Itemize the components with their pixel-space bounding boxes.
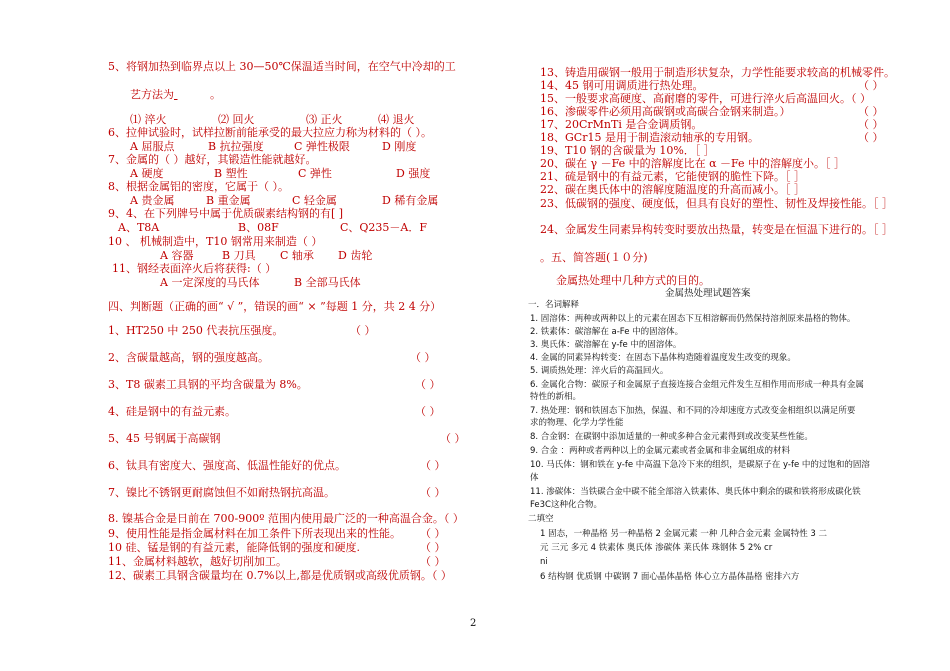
judge-7: 7、镍比不锈钢更耐腐蚀但不如耐热钢抗高温。 bbox=[108, 486, 335, 499]
judge-4-bracket: （ ） bbox=[415, 405, 441, 418]
judge-5: 5、45 号钢属于高碳钢 bbox=[108, 432, 221, 445]
judge-18-bracket: （ ） bbox=[858, 131, 884, 144]
definition-6: 6. 金属化合物：碳原子和金属原子直接连接合金组元件发生互相作用而形成一种具有金属 bbox=[530, 380, 864, 390]
question-10: 10 、 机械制造中，T10 钢常用来制造（ ） bbox=[108, 235, 323, 248]
judge-6: 6、钛具有密度大、强度高、低温性能好的优点。 bbox=[108, 459, 346, 472]
fill-answer-line-1: 1 固态，一种晶格 另一种晶格 2 金属元素 一种 几种合金元素 金属特性 3 二 bbox=[540, 529, 828, 539]
fill-answer-line-4: 6 结构钢 优质钢 中碳钢 7 面心晶体晶格 体心立方晶体晶格 密排六方 bbox=[540, 572, 800, 582]
judge-9: 9、使用性能是指金属材料在加工条件下所表现出来的性能。 bbox=[108, 527, 401, 540]
definition-10: 10. 马氏体：钢和铁在 y-fe 中高温下急冷下来的组织，是碳原子在 y-fe 中的过饱和的固溶 bbox=[530, 460, 870, 470]
question-7: 7、金属的（ ）越好，其锻造性能就越好。 bbox=[108, 153, 317, 166]
definition-11-cont: Fe3C这种化合物。 bbox=[530, 500, 602, 510]
judge-18: 18、GCr15 是用于制造滚动轴承的专用钢。 bbox=[540, 131, 759, 144]
judge-19: 19、T10 钢的含碳量为 10%．［ ］ bbox=[540, 144, 715, 157]
judge-14: 14、45 钢可用调质进行热处理。 bbox=[540, 79, 704, 92]
definition-1: 1. 固溶体：两种或两种以上的元素在固态下互相溶解而仍然保持溶剂原来晶格的物体。 bbox=[530, 314, 856, 324]
definition-4: 4. 金属的同素异构转变：在固态下晶体构造随着温度发生改变的现象。 bbox=[530, 353, 796, 363]
judge-16-bracket: （ ） bbox=[858, 105, 884, 118]
judge-14-bracket: （ ） bbox=[858, 79, 884, 92]
question-8-options: A 贵金属 B 重金属 C 轻金属 D 稀有金属 bbox=[130, 194, 439, 207]
judge-22: 22、碳在奥氏体中的溶解度随温度的升高而减小。［ ］ bbox=[540, 183, 805, 196]
answers-part2-title: 二填空 bbox=[528, 514, 554, 524]
definition-9: 9. 合金 ：两种或者两种以上的金属元素或者金属和非金属组成的材料 bbox=[530, 446, 791, 456]
judge-24: 24、金属发生同素异构转变时要放出热量，转变是在恒温下进行的。［ ］ bbox=[540, 223, 893, 236]
definition-11: 11. 渗碳体：当铁碳合金中碳不能全部溶入铁素体、奥氏体中剩余的碳和铁将形成碳化铁 bbox=[530, 487, 861, 497]
judge-1-bracket: （ ） bbox=[350, 324, 376, 337]
definition-3: 3. 奥氏体：碳溶解在 y-fe 中的固溶体。 bbox=[530, 340, 682, 350]
judge-10-bracket: （ ） bbox=[420, 541, 446, 554]
judge-21: 21、硫是钢中的有益元素，它能使钢的脆性下降。［ ］ bbox=[540, 170, 805, 183]
judge-13: 13、铸造用碳钢一般用于制造形状复杂，力学性能要求较高的机械零件。 bbox=[540, 66, 895, 79]
section-5-question: 金属热处理中几种方式的目的。 bbox=[556, 274, 710, 287]
fill-answer-line-2: 元 三元 多元 4 铁素体 奥氏体 渗碳体 莱氏体 珠钢体 5 2% cr bbox=[540, 543, 773, 553]
fill-answer-line-3: ni bbox=[540, 557, 548, 567]
answers-title: 金属热处理试题答案 bbox=[665, 288, 751, 299]
judge-9-bracket: （ ） bbox=[420, 527, 446, 540]
judge-8: 8. 镍基合金是日前在 700-900º 范围内使用最广泛的一种高温合金。（ ） bbox=[108, 512, 464, 525]
question-10-options: A 容器 B 刀具 C 轴承 D 齿轮 bbox=[160, 249, 373, 262]
page-number: 2 bbox=[470, 618, 477, 629]
judge-3-bracket: （ ） bbox=[415, 378, 441, 391]
question-7-options: A 硬度 B 塑性 C 弹性 D 强度 bbox=[130, 167, 431, 180]
question-8: 8、根据金属铝的密度，它属于（ ）。 bbox=[108, 180, 289, 193]
definition-7: 7. 热处理：钢和铁固态下加热，保温、和不同的冷却速度方式改变金相组织以满足所要 bbox=[530, 406, 856, 416]
question-9-options: A、T8A B、08F C、Q235－A．F bbox=[118, 221, 428, 234]
definition-8: 8. 合金钢：在碳钢中添加适量的一种或多种合金元素得到或改变某些性能。 bbox=[530, 432, 813, 442]
judge-6-bracket: （ ） bbox=[420, 459, 446, 472]
section-5-title: 。五、简答题(１０分) bbox=[540, 251, 648, 264]
definition-10-cont: 体 bbox=[530, 473, 539, 483]
judge-23: 23、低碳钢的强度、硬度低，但具有良好的塑性、韧性及焊接性能。［ ］ bbox=[540, 197, 893, 210]
question-9: 9、4、在下列牌号中属于优质碳素结构钢的有[ ] bbox=[108, 207, 344, 220]
judge-2: 2、含碳量越高，钢的强度越高。 bbox=[108, 351, 269, 364]
question-5: 5、将钢加热到临界点以上 30—50℃保温适当时间，在空气中冷却的工 bbox=[108, 60, 456, 73]
judge-20: 20、碳在 γ －Fe 中的溶解度比在 α －Fe 中的溶解度小。［ ］ bbox=[540, 157, 846, 170]
judge-16: 16、渗碳零件必须用高碳钢或高碳合金钢来制造。） bbox=[540, 105, 791, 118]
definition-6-cont: 特性的新相。 bbox=[530, 392, 582, 402]
judge-7-bracket: （ ） bbox=[420, 486, 446, 499]
judge-4: 4、硅是钢中的有益元素。 bbox=[108, 405, 236, 418]
question-5-options: ⑴ 淬火 ⑵ 回火 ⑶ 正火 ⑷ 退火 bbox=[130, 113, 415, 126]
question-6-options: A 屈服点 B 抗拉强度 C 弹性极限 D 刚度 bbox=[130, 140, 417, 153]
answers-part1-title: 一．名词解释 bbox=[528, 300, 580, 310]
question-6: 6、拉伸试验时，试样拉断前能承受的最大拉应力称为材料的（ ）。 bbox=[108, 126, 432, 139]
question-5-cont: 艺方法为 。 bbox=[130, 88, 221, 101]
judge-10: 10 硅、锰是钢的有益元素，能降低钢的强度和硬度. bbox=[108, 541, 360, 554]
judge-17-bracket: （ ） bbox=[858, 118, 884, 131]
judge-15: 15、一般要求高硬度、高耐磨的零件，可进行淬火后高温回火。（ ） bbox=[540, 92, 871, 105]
judge-11-bracket: （ ） bbox=[420, 555, 446, 568]
judge-1: 1、HT250 中 250 代表抗压强度。 bbox=[108, 324, 284, 337]
definition-7-cont: 求的物理、化学力学性能 bbox=[530, 418, 624, 428]
judge-5-bracket: （ ） bbox=[440, 432, 466, 445]
definition-5: 5. 调质热处理：淬火后的高温回火。 bbox=[530, 366, 669, 376]
definition-2: 2. 铁素体：碳溶解在 a-Fe 中的固溶体。 bbox=[530, 327, 684, 337]
question-11: 11、钢经表面淬火后将获得:（ ） bbox=[112, 262, 277, 275]
judge-2-bracket: （ ） bbox=[410, 351, 436, 364]
judge-11: 11、金属材料越软，越好切削加工。 bbox=[108, 555, 287, 568]
section-4-title: 四、判断题（正确的画“ √ ”，错误的画“ × ”每题 1 分，共 2 4 分） bbox=[108, 300, 442, 313]
judge-12: 12、碳素工具钢含碳量均在 0.7%以上,都是优质钢或高级优质钢。（ ） bbox=[108, 569, 452, 582]
judge-17: 17、20CrMnTi 是合金调质钢。 bbox=[540, 118, 703, 131]
judge-3: 3、T8 碳素工具钢的平均含碳量为 8%。 bbox=[108, 378, 308, 391]
question-11-options: A 一定深度的马氏体 B 全部马氏体 bbox=[160, 276, 361, 289]
